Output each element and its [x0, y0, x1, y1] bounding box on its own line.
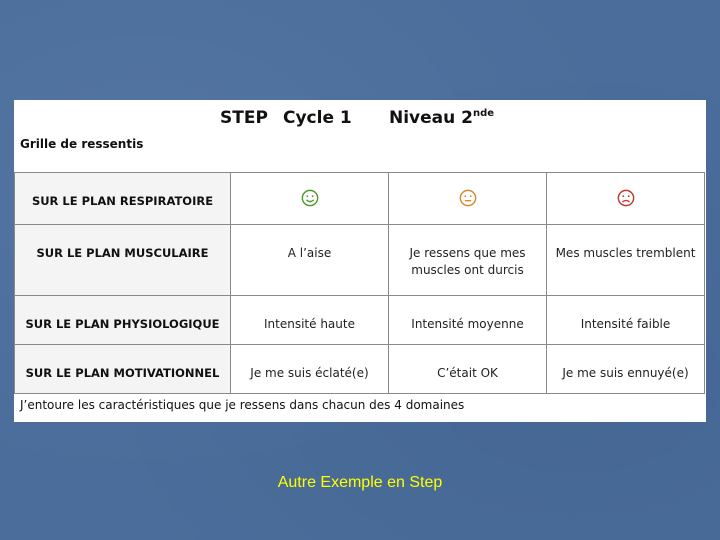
smiling-face-icon: [301, 189, 319, 207]
table-cell[interactable]: [547, 173, 705, 225]
table-cell[interactable]: A l’aise: [231, 224, 389, 295]
table-cell[interactable]: Intensité haute: [231, 295, 389, 344]
neutral-face-icon: [459, 189, 477, 207]
slide-caption: Autre Exemple en Step: [277, 474, 443, 491]
title-cycle: Cycle 1: [283, 108, 352, 128]
table-row: [15, 344, 705, 393]
title-level-text: Niveau 2: [389, 108, 473, 128]
table-cell[interactable]: Mes muscles tremblent: [547, 224, 705, 295]
grid-subtitle: Grille de ressentis: [20, 137, 144, 151]
row-label: SUR LE PLAN RESPIRATOIRE: [15, 173, 231, 225]
table-cell[interactable]: Je ressens que mes muscles ont durcis: [389, 224, 547, 295]
table-cell[interactable]: Je me suis ennuyé(e): [547, 344, 705, 393]
title-level-superscript: nde: [473, 108, 495, 119]
table-cell[interactable]: Intensité faible: [547, 295, 705, 344]
row-label: SUR LE PLAN MOTIVATIONNEL: [15, 344, 231, 393]
page-title: [14, 108, 706, 138]
instruction-text: J’entoure les caractéristiques que je ressens dans chacun des 4 domaines: [20, 398, 465, 412]
table-cell[interactable]: C’était OK: [389, 344, 547, 393]
feelings-grid: [14, 172, 705, 394]
slide-image: [14, 100, 706, 422]
table-cell[interactable]: [231, 173, 389, 225]
table-row: [15, 173, 705, 225]
row-label: SUR LE PLAN MUSCULAIRE: [15, 224, 231, 295]
frowning-face-icon: [617, 189, 635, 207]
row-label: SUR LE PLAN PHYSIOLOGIQUE: [15, 295, 231, 344]
table-cell[interactable]: Je me suis éclaté(e): [231, 344, 389, 393]
table-row: [15, 295, 705, 344]
title-level: [389, 108, 495, 128]
table-cell[interactable]: [389, 173, 547, 225]
table-row: [15, 224, 705, 295]
table-cell[interactable]: Intensité moyenne: [389, 295, 547, 344]
title-step: STEP: [220, 108, 268, 128]
